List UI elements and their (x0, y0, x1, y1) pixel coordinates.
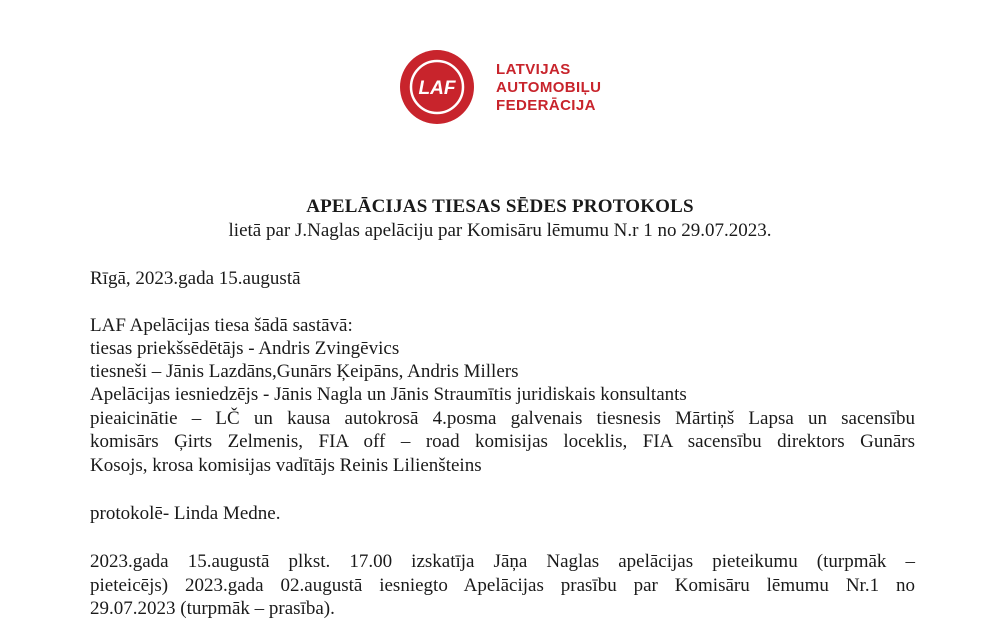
laf-logo (400, 50, 630, 130)
paragraph-line-1: 2023.gada 15.augustā plkst. 17.00 izskatīja Jāņa Naglas apelācijas pieteikumu (turpmāk – (90, 551, 915, 572)
logo-mark-text: LAF (418, 78, 456, 99)
federation-name-line-3: FEDERĀCIJA (496, 97, 596, 114)
judges-line: tiesneši – Jānis Lazdāns,Gunārs Ķeipāns, Andris Millers (90, 361, 519, 382)
composition-heading: LAF Apelācijas tiesa šādā sastāvā: (90, 315, 353, 336)
chair-line: tiesas priekšsēdētājs - Andris Zvingēvics (90, 338, 400, 359)
paragraph-line-2: pieteicējs) 2023.gada 02.augustā iesniegto Apelācijas prasību par Komisāru lēmumu Nr.1 no (90, 575, 915, 596)
paragraph-line-3: 29.07.2023 (turpmāk – prasība). (90, 598, 335, 619)
invited-line-1: pieaicinātie – LČ un kausa autokrosā 4.posma galvenais tiesnesis Mārtiņš Lapsa un sacensību (90, 408, 915, 429)
invited-line-3: Kosojs, krosa komisijas vadītājs Reinis Lilienšteins (90, 455, 482, 476)
invited-line-2: komisārs Ģirts Zelmenis, FIA off – road komisijas loceklis, FIA sacensību direktors Gunārs (90, 431, 915, 452)
laf-logo-emblem-icon (400, 50, 474, 124)
document-title: APELĀCIJAS TIESAS SĒDES PROTOKOLS (306, 196, 694, 217)
federation-name-line-2: AUTOMOBIĻU (496, 79, 602, 96)
document-subtitle: lietā par J.Naglas apelāciju par Komisāru lēmumu N.r 1 no 29.07.2023. (228, 220, 772, 241)
place-date: Rīgā, 2023.gada 15.augustā (90, 268, 301, 289)
federation-name-line-1: LATVIJAS (496, 61, 571, 78)
federation-name (496, 61, 601, 115)
appellant-line: Apelācijas iesniedzējs - Jānis Nagla un Jānis Straumītis juridiskais konsultants (90, 384, 687, 405)
recorder-line: protokolē- Linda Medne. (90, 503, 281, 524)
